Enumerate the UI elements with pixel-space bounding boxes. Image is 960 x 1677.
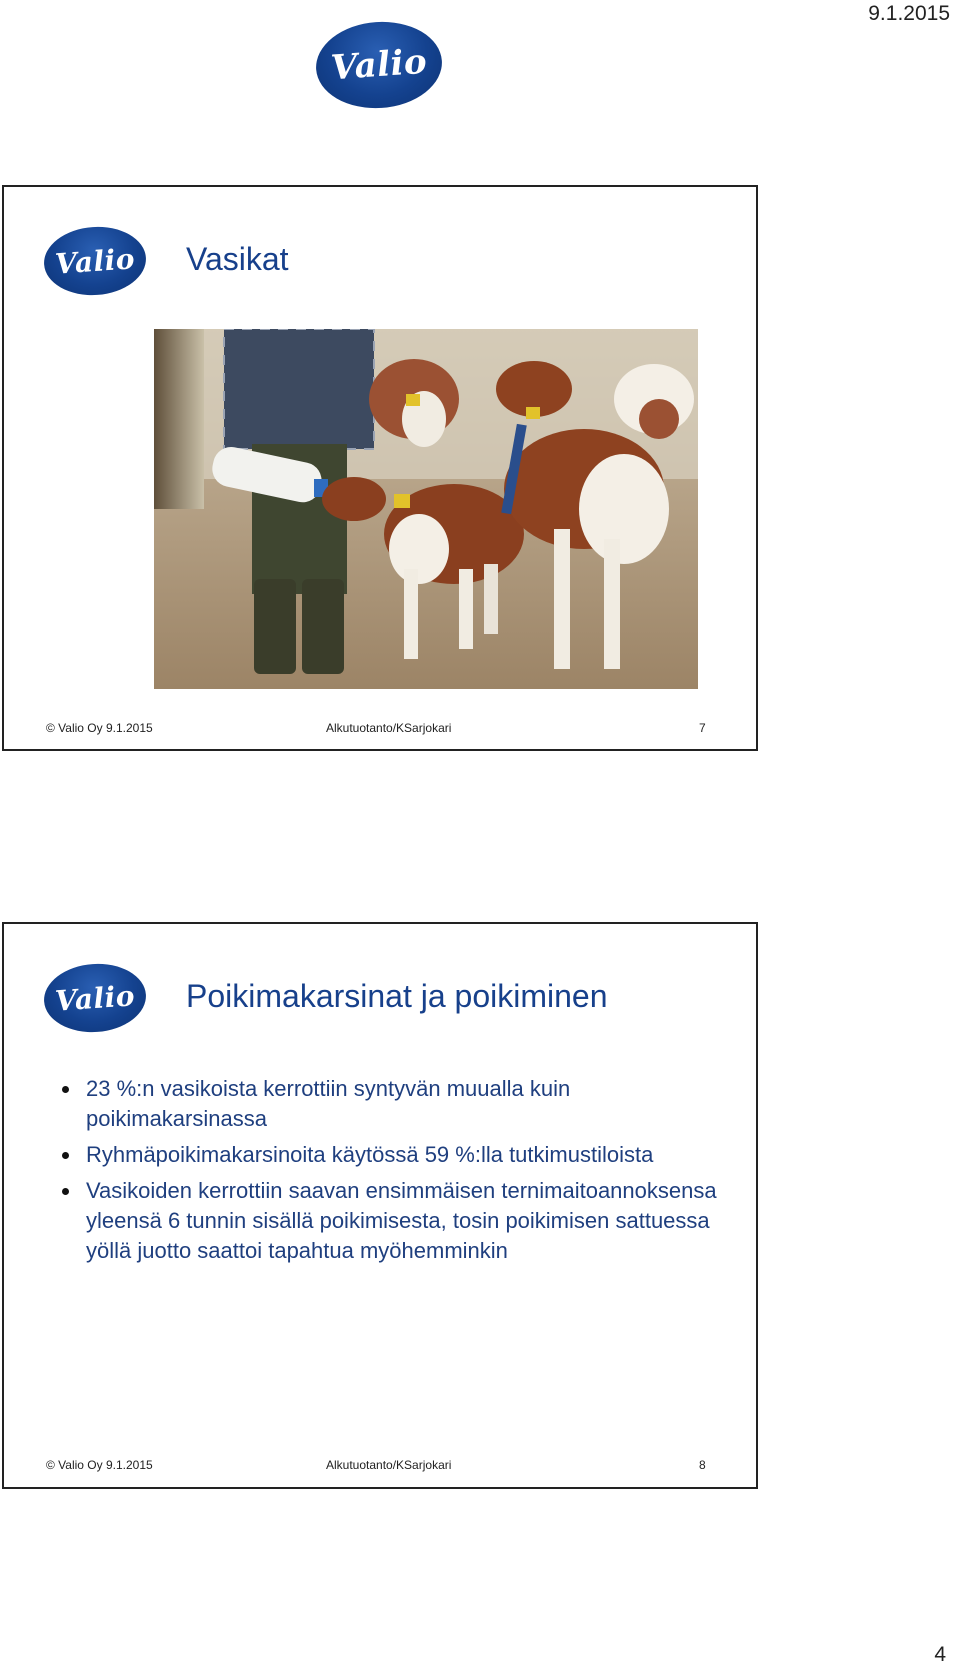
footer-copyright: © Valio Oy 9.1.2015: [46, 721, 153, 735]
footer-slide-number: 7: [699, 721, 706, 735]
page-number: 4: [934, 1643, 946, 1666]
calves-photo-illustration: [154, 329, 698, 689]
slide-title: Vasikat: [186, 241, 289, 277]
footer-copyright: © Valio Oy 9.1.2015: [46, 1458, 153, 1472]
bullet-item: [58, 1074, 718, 1134]
slide-title: Poikimakarsinat ja poikiminen: [186, 978, 608, 1014]
footer-slide-number: 8: [699, 1458, 706, 1472]
bullet-text: Vasikoiden kerrottiin saavan ensimmäisen ternimaitoannoksensa yleensä 6 tunnin sisällä poikimisesta, tosin poikimisen sattuessa yöllä juotto saattoi tapahtua myöhemminkin: [86, 1178, 717, 1263]
calves-photo: [154, 329, 698, 689]
footer-author: Alkutuotanto/KSarjokari: [326, 1458, 452, 1472]
bullet-dot-icon: [62, 1188, 69, 1195]
slide-8: [2, 922, 758, 1489]
logo-text: Valio: [54, 978, 136, 1018]
logo-text: Valio: [329, 41, 429, 89]
bullet-item: [58, 1176, 718, 1266]
bullet-text: 23 %:n vasikoista kerrottiin syntyvän muualla kuin poikimakarsinassa: [86, 1076, 571, 1131]
slide-logo: [42, 224, 148, 299]
footer-author: Alkutuotanto/KSarjokari: [326, 721, 452, 735]
bullet-dot-icon: [62, 1152, 69, 1159]
bullet-text: Ryhmäpoikimakarsinoita käytössä 59 %:lla tutkimustiloista: [86, 1142, 654, 1167]
bullet-list: [58, 1074, 718, 1272]
logo-text: Valio: [54, 241, 136, 281]
slide-logo: [42, 961, 148, 1036]
bullet-dot-icon: [62, 1086, 69, 1093]
page-date: 9.1.2015: [868, 2, 950, 25]
slide-7: [2, 185, 758, 751]
valio-logo: [313, 18, 445, 113]
bullet-item: [58, 1140, 718, 1170]
